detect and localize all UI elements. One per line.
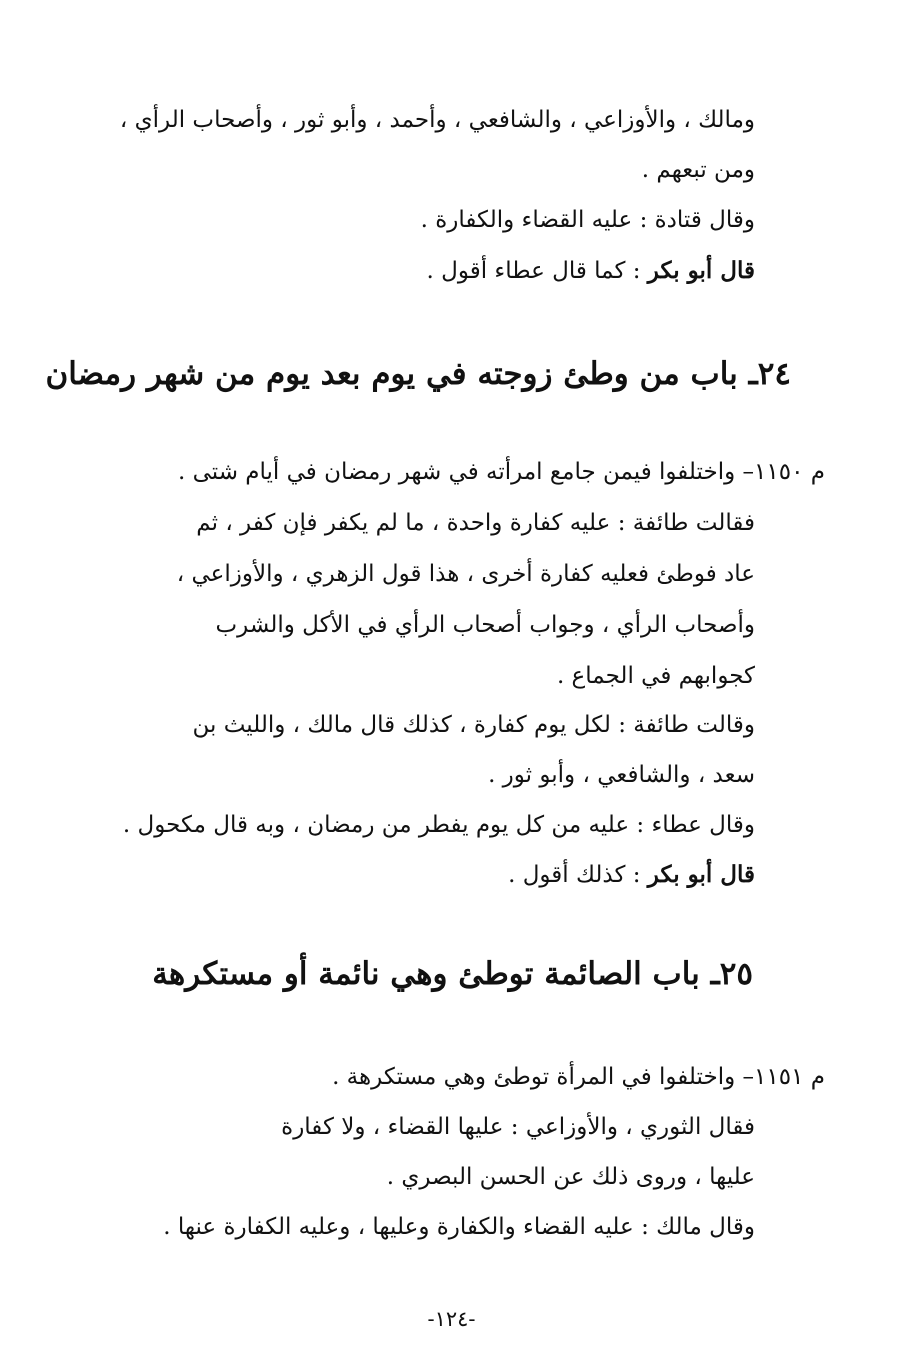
text-line: وقالت طائفة : لكل يوم كفارة ، كذلك قال مالك ، والليث بن bbox=[192, 712, 755, 738]
text-line: عاد فوطئ فعليه كفارة أخرى ، هذا قول الزهري ، والأوزاعي ، bbox=[176, 561, 755, 587]
text-line: وقال مالك : عليه القضاء والكفارة وعليها ، وعليه الكفارة عنها . bbox=[163, 1214, 755, 1240]
page-number: -١٢٤- bbox=[427, 1307, 476, 1331]
conclusion-line bbox=[508, 858, 755, 892]
conclusion-author: قال أبو بكر bbox=[647, 861, 755, 888]
issue-line: م ١١٥١– واختلفوا في المرأة توطئ وهي مستكرهة . bbox=[332, 1064, 825, 1090]
conclusion-author: قال أبو بكر bbox=[647, 257, 755, 284]
text-line: سعد ، والشافعي ، وأبو ثور . bbox=[488, 762, 755, 788]
text-line: فقال الثوري ، والأوزاعي : عليها القضاء ، ولا كفارة bbox=[281, 1114, 755, 1140]
text-line: ومالك ، والأوزاعي ، والشافعي ، وأحمد ، وأبو ثور ، وأصحاب الرأي ، bbox=[119, 107, 755, 133]
text-line: فقالت طائفة : عليه كفارة واحدة ، ما لم يكفر فإن كفر ، ثم bbox=[196, 510, 755, 536]
text-line: كجوابهم في الجماع . bbox=[556, 663, 755, 689]
text-line: عليها ، وروى ذلك عن الحسن البصري . bbox=[386, 1164, 755, 1190]
conclusion-line bbox=[427, 254, 756, 288]
text-line: وقال قتادة : عليه القضاء والكفارة . bbox=[420, 207, 755, 233]
conclusion-text: : كما قال عطاء أقول . bbox=[426, 258, 641, 284]
text-line: ومن تبعهم . bbox=[641, 157, 755, 183]
text-line: وقال عطاء : عليه من كل يوم يفطر من رمضان ، وبه قال مكحول . bbox=[122, 812, 755, 838]
conclusion-text: : كذلك أقول . bbox=[508, 862, 641, 888]
text-line: وأصحاب الرأي ، وجواب أصحاب الرأي في الأكل والشرب bbox=[215, 612, 755, 638]
chapter-heading: ٢٤ـ باب من وطئ زوجته في يوم بعد يوم من شهر رمضان bbox=[45, 356, 791, 392]
issue-line: م ١١٥٠– واختلفوا فيمن جامع امرأته في شهر رمضان في أيام شتى . bbox=[177, 459, 825, 485]
chapter-heading: ٢٥ـ باب الصائمة توطئ وهي نائمة أو مستكرهة bbox=[152, 956, 753, 992]
